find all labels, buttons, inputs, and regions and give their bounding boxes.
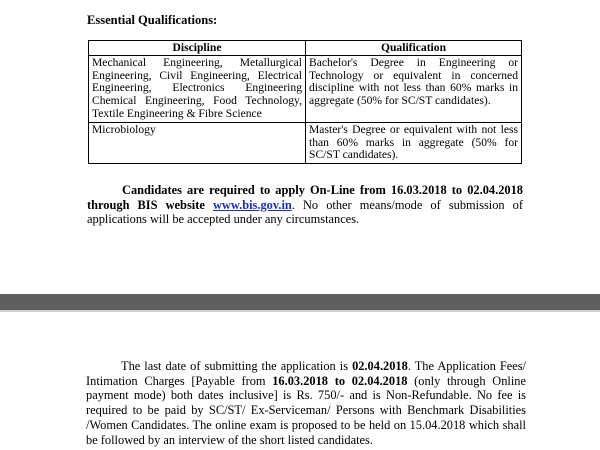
fees-text-1: The last date of submitting the application is <box>121 359 353 373</box>
apply-online-paragraph <box>87 183 523 227</box>
section-heading: Essential Qualifications: <box>87 13 218 27</box>
qualification-cell: Master's Degree or equivalent with not less than 60% marks in aggregate (50% for SC/ST candidates). <box>306 122 522 163</box>
separator-edge <box>0 310 600 312</box>
qualifications-table <box>88 40 522 164</box>
fees-text-3: (only through Online payment mode) both dates inclusive] is Rs. 750/- and is Non-Refundable. No fee is required to be paid by SC/ST/ Ex-Serviceman/ Persons with Benchmark Disabilities /Women Candidates. The online exam is proposed to be held on 15.04.2018 which shall be followed by an interview of the short listed candidates. <box>86 373 526 447</box>
table-row <box>89 122 522 163</box>
discipline-cell: Microbiology <box>89 122 306 163</box>
page-separator <box>0 294 600 310</box>
apply-dates-text: Candidates are required to apply On-Line from 16.03.2018 to 02.04.2018 through BIS website <box>87 183 523 212</box>
qualification-cell: Bachelor's Degree in Engineering or Technology or equivalent in concerned discipline with not less than 60% marks in aggregate (50% for SC/ST candidates). <box>306 55 522 122</box>
last-date: 02.04.2018 <box>352 359 408 373</box>
column-header-discipline: Discipline <box>89 41 306 56</box>
fees-paragraph <box>86 359 526 447</box>
column-header-qualification: Qualification <box>306 41 522 56</box>
submission-note: . No other means/mode of submission of applications will be accepted under any circumstances. <box>87 197 524 227</box>
bis-website-link[interactable]: www.bis.gov.in <box>212 197 292 212</box>
discipline-cell: Mechanical Engineering, Metallurgical Engineering, Civil Engineering, Electrical Engineering, Electronics Engineering Chemical Engineering, Food Technology, Textile Engineering & Fibre Science <box>89 55 306 122</box>
table-header-row <box>89 41 522 56</box>
fees-text-2: . The Application Fees/ Intimation Charges [Payable from <box>86 359 526 388</box>
table-row <box>89 55 522 122</box>
payment-dates: 16.03.2018 to 02.04.2018 <box>272 373 408 388</box>
